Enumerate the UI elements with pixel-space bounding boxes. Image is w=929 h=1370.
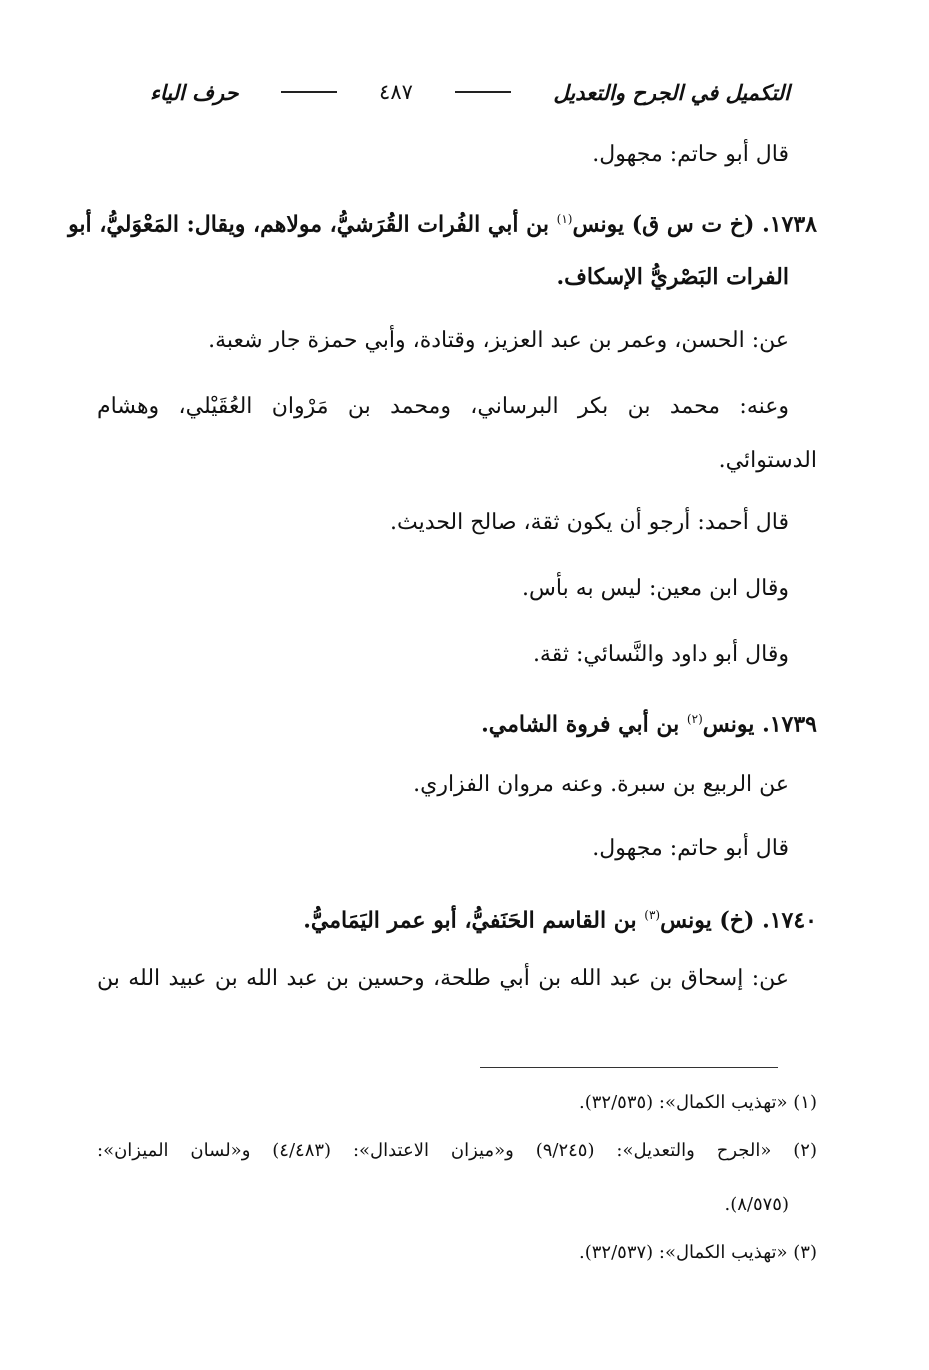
footnote-3: (٣) «تهذيب الكمال»: (٣٢/٥٣٧). xyxy=(579,1242,817,1263)
footnote-separator xyxy=(480,1067,778,1068)
footnote-ref: (٢) xyxy=(686,712,703,726)
text-line: قال أحمد: أرجو أن يكون ثقة، صالح الحديث. xyxy=(389,510,789,535)
text-line: وقال ابن معين: ليس به بأس. xyxy=(522,576,789,601)
text-line: الدستوائي. xyxy=(718,448,817,473)
footnote-2-cont: (٨/٥٧٥). xyxy=(724,1194,789,1215)
text-line: عن: الحسن، وعمر بن عبد العزيز، وقتادة، وأبي حمزة جار شعبة. xyxy=(208,328,789,353)
footnote-1: (١) «تهذيب الكمال»: (٣٢/٥٣٥). xyxy=(579,1092,817,1113)
text-line: قال أبو حاتم: مجهول. xyxy=(592,142,789,167)
running-header xyxy=(150,72,790,112)
text-line: عن: إسحاق بن عبد الله بن أبي طلحة، وحسين بن عبد الله بن عبيد الله بن xyxy=(97,966,789,991)
text-line: عن الربيع بن سبرة. وعنه مروان الفزاري. xyxy=(413,772,789,797)
entry-1738-heading: ١٧٣٨. (خ ت س ق) يونس$^{(١)}$ بن أبي الفُرات القُرَشيُّ، مولاهم، ويقال: المَعْوَليُّ، أبو xyxy=(68,211,817,238)
book-title: التكميل في الجرح والتعديل xyxy=(553,79,790,105)
text-line: وقال أبو داود والنَّسائي: ثقة. xyxy=(532,642,789,667)
entry-1740-heading: ١٧٤٠. (خ) يونس$^{(٣)}$ بن القاسم الحَنَفيُّ، أبو عمر اليَمَاميُّ. xyxy=(303,907,817,934)
section-title: حرف الياء xyxy=(150,79,239,105)
footnote-ref: (١) xyxy=(556,212,573,226)
footnote-2: (٢) «الجرح والتعديل»: (٩/٢٤٥) و«ميزان الاعتدال»: (٤/٤٨٣) و«لسان الميزان»: xyxy=(97,1140,817,1161)
text-line: قال أبو حاتم: مجهول. xyxy=(592,836,789,861)
entry-1739-heading: ١٧٣٩. يونس$^{(٢)}$ بن أبي فروة الشامي. xyxy=(481,711,817,738)
entry-1738-heading-cont: الفرات البَصْريُّ الإسكاف. xyxy=(556,264,789,290)
page-number: ٤٨٧ xyxy=(379,80,413,104)
header-divider xyxy=(281,91,337,93)
header-divider xyxy=(455,91,511,93)
text-line: وعنه: محمد بن بكر البرساني، ومحمد بن مَرْوان العُقَيْلي، وهشام xyxy=(97,394,789,419)
footnote-ref: (٣) xyxy=(644,908,661,922)
